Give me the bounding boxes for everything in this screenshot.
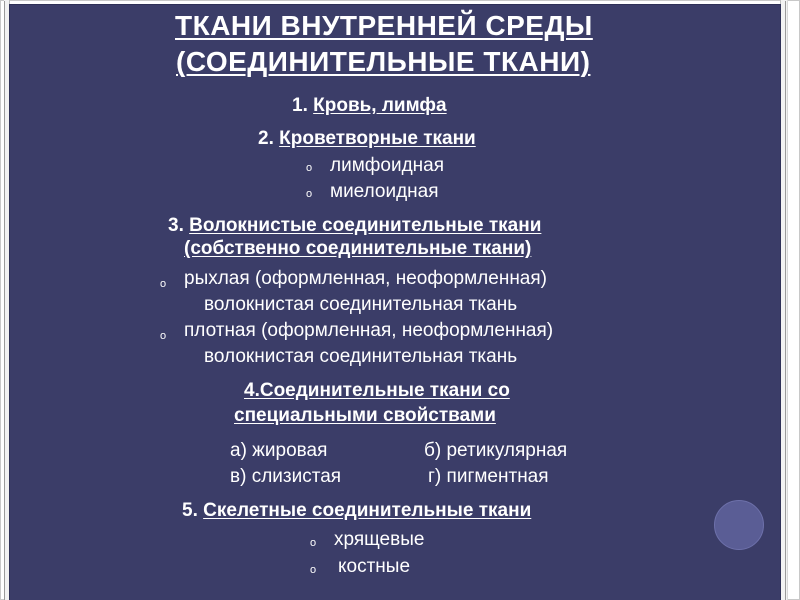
section-3-item-1-line-2: волокнистая соединительная ткань <box>204 294 518 315</box>
section-4-item-b: б) ретикулярная <box>424 440 568 461</box>
section-2-item: миелоидная <box>330 181 439 202</box>
bullet-icon: o <box>310 537 317 549</box>
section-3-item-2-line-2: волокнистая соединительная ткань <box>204 346 518 367</box>
section-3-item-1-line-1: рыхлая (оформленная, неоформленная) <box>184 268 547 289</box>
section-5-item: хрящевые <box>334 529 425 550</box>
section-5-number: 5. <box>182 500 198 521</box>
decorative-circle <box>714 500 764 550</box>
section-5-heading <box>182 500 531 522</box>
bullet-icon: o <box>310 564 317 576</box>
section-3-heading <box>168 215 541 237</box>
section-3-number: 3. <box>168 215 184 236</box>
section-2-text: Кроветворные ткани <box>279 128 476 149</box>
section-4-item-a: а) жировая <box>230 440 328 461</box>
section-4-heading-line-2: специальными свойствами <box>234 405 496 426</box>
section-1-heading <box>292 95 447 117</box>
section-2-number: 2. <box>258 128 274 149</box>
title-line-1: ТКАНИ ВНУТРЕННЕЙ СРЕДЫ <box>175 10 593 41</box>
bullet-icon: o <box>306 162 313 174</box>
section-4-item-c: в) слизистая <box>230 466 342 487</box>
title-line-2: (СОЕДИНИТЕЛЬНЫЕ ТКАНИ) <box>176 46 591 77</box>
section-3-text: Волокнистые соединительные ткани <box>189 215 542 236</box>
bullet-icon: o <box>306 188 313 200</box>
bullet-icon: o <box>160 278 167 290</box>
section-3-subheading: (собственно соединительные ткани) <box>184 238 532 259</box>
section-1-number: 1. <box>292 95 308 116</box>
section-2-heading <box>258 128 476 150</box>
section-1-text: Кровь, лимфа <box>313 95 447 116</box>
section-4-item-d: г) пигментная <box>428 466 549 487</box>
section-2-item: лимфоидная <box>330 155 445 176</box>
right-rail <box>780 0 788 600</box>
section-4-heading-line-1: 4.Соединительные ткани со <box>244 380 510 401</box>
section-5-text: Скелетные соединительные ткани <box>203 500 532 521</box>
bullet-icon: o <box>160 330 167 342</box>
section-5-item: костные <box>338 556 411 577</box>
section-3-item-2-line-1: плотная (оформленная, неоформленная) <box>184 320 554 341</box>
